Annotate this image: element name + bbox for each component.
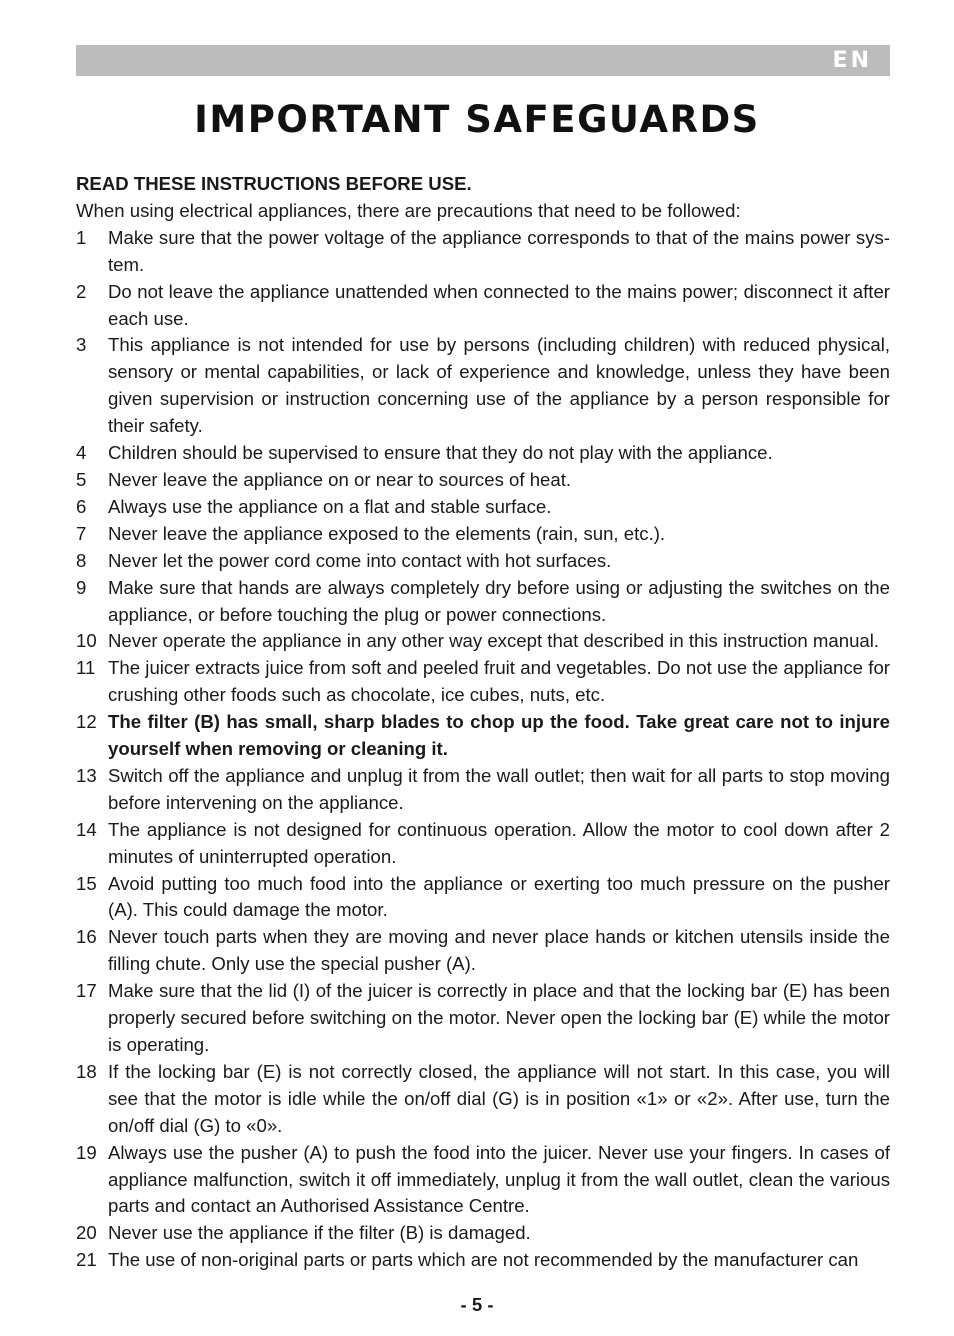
safeguard-item <box>76 1220 890 1247</box>
item-text: Make sure that the lid (I) of the juicer is correctly in place and that the locking bar (E) has been properly secured before switching on the motor. Never open the locking bar (E) while the motor is operating. <box>108 980 890 1055</box>
item-text: Children should be supervised to ensure that they do not play with the appliance. <box>108 442 773 464</box>
safeguard-item <box>76 709 890 763</box>
item-number: 3 <box>76 334 87 356</box>
intro-text: When using electrical appliances, there are precautions that need to be followed: <box>76 199 741 221</box>
item-text: The use of non-original parts or parts which are not recommended by the manufacturer can <box>108 1249 859 1271</box>
safeguards-list <box>76 225 890 1274</box>
safeguard-item <box>76 575 890 629</box>
item-text: Switch off the appliance and unplug it from the wall outlet; then wait for all parts to stop moving before intervening on the appliance. <box>108 764 890 813</box>
item-number: 11 <box>76 657 96 679</box>
item-number: 2 <box>76 280 87 302</box>
item-number: 19 <box>76 1141 97 1163</box>
safeguard-item <box>76 225 890 279</box>
item-text: Always use the pusher (A) to push the food into the juicer. Never use your fingers. In cases of appliance malfunction, switch it off immediately, unplug it from the wall outlet, clean the various parts and contact an Authorised Assistance Centre. <box>108 1141 890 1217</box>
item-text: The filter (B) has small, sharp blades to chop up the food. Take great care not to injure yourself when removing or cleaning it. <box>108 711 890 760</box>
item-text: Never let the power cord come into contact with hot surfaces. <box>108 549 612 571</box>
safeguard-item <box>76 1059 890 1140</box>
item-number: 4 <box>76 442 87 464</box>
safeguard-item <box>76 924 890 978</box>
safeguard-item <box>76 440 890 467</box>
item-text: Never leave the appliance exposed to the elements (rain, sun, etc.). <box>108 522 666 544</box>
item-text: Never touch parts when they are moving and never place hands or kitchen utensils inside the filling chute. Only use the special pusher (A). <box>108 926 890 975</box>
safeguard-item <box>76 467 890 494</box>
item-text: Always use the appliance on a flat and stable surface. <box>108 495 552 517</box>
safeguards-section <box>76 171 890 1274</box>
safeguard-item <box>76 655 890 709</box>
item-text: Never leave the appliance on or near to sources of heat. <box>108 468 572 490</box>
item-text: If the locking bar (E) is not correctly closed, the appliance will not start. In this case, you will see that the motor is idle while the on/off dial (G) is in position «1» or «2». After use, turn the on/off dial (G) to «0». <box>108 1060 890 1136</box>
item-number: 16 <box>76 926 97 948</box>
safeguard-item <box>76 279 890 333</box>
language-code: EN <box>832 48 872 73</box>
safeguard-item <box>76 628 890 655</box>
page-number: - 5 - <box>460 1294 494 1315</box>
item-text: The appliance is not designed for continuous operation. Allow the motor to cool down after 2 minutes of uninterrupted operation. <box>108 818 890 867</box>
item-number: 7 <box>76 522 87 544</box>
item-number: 9 <box>76 576 87 598</box>
item-text: Make sure that the power voltage of the appliance corresponds to that of the mains power system. <box>108 226 890 275</box>
item-number: 17 <box>76 980 97 1002</box>
safeguard-item <box>76 817 890 871</box>
safeguard-item <box>76 978 890 1059</box>
item-number: 12 <box>76 711 97 733</box>
item-number: 18 <box>76 1060 97 1082</box>
item-number: 1 <box>76 226 87 248</box>
item-text: Do not leave the appliance unattended when connected to the mains power; disconnect it after each use. <box>108 280 890 329</box>
item-number: 6 <box>76 495 87 517</box>
safeguard-item <box>76 548 890 575</box>
safeguard-item <box>76 871 890 925</box>
item-number: 10 <box>76 630 97 652</box>
safeguard-item <box>76 763 890 817</box>
section-heading: READ THESE INSTRUCTIONS BEFORE USE. <box>76 173 472 194</box>
page-title: IMPORTANT SAFEGUARDS <box>194 98 760 141</box>
safeguard-item <box>76 494 890 521</box>
safeguard-item <box>76 1140 890 1221</box>
safeguard-item <box>76 332 890 440</box>
item-number: 21 <box>76 1249 97 1271</box>
safeguard-item <box>76 1247 890 1274</box>
safeguard-item <box>76 521 890 548</box>
item-text: This appliance is not intended for use by persons (including children) with reduced physical, sensory or mental capabilities, or lack of experience and knowledge, unless they have been given supervision or instruction concerning use of the appliance by a person responsible for their safety. <box>108 334 890 437</box>
item-number: 13 <box>76 764 97 786</box>
item-number: 15 <box>76 872 97 894</box>
item-number: 8 <box>76 549 87 571</box>
language-bar <box>76 45 890 76</box>
item-number: 14 <box>76 818 97 840</box>
item-text: Never use the appliance if the filter (B) is damaged. <box>108 1222 531 1244</box>
item-text: The juicer extracts juice from soft and peeled fruit and vegetables. Do not use the appliance for crushing other foods such as chocolate, ice cubes, nuts, etc. <box>108 657 890 706</box>
item-text: Never operate the appliance in any other way except that described in this instruction manual. <box>108 630 880 652</box>
item-text: Avoid putting too much food into the appliance or exerting too much pressure on the pusher (A). This could damage the motor. <box>108 872 890 921</box>
item-number: 20 <box>76 1222 97 1244</box>
item-number: 5 <box>76 468 87 490</box>
item-text: Make sure that hands are always completely dry before using or adjusting the switches on the appliance, or before touching the plug or power connections. <box>108 576 890 625</box>
